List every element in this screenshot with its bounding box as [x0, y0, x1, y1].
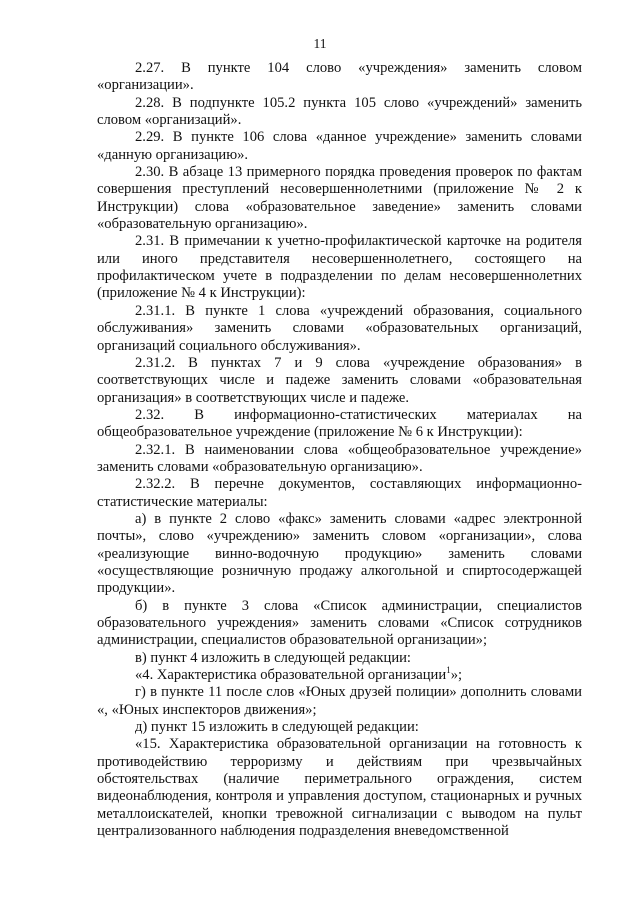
- item-4-closing: »;: [450, 667, 463, 684]
- document-body: [97, 60, 582, 840]
- paragraph-2-31: 2.31. В примечании к учетно-профилактической карточке на родителя или иного представителя несовершеннолетнего, состоящего на профилактическом учете в подразделении по делам несовершеннолетних (приложение № 4 к Инструкции):: [97, 233, 582, 302]
- footnote-marker: 1: [446, 665, 451, 676]
- paragraph-2-28: 2.28. В подпункте 105.2 пункта 105 слово «учреждений» заменить словом «организаций».: [97, 94, 582, 129]
- page-number: 11: [313, 36, 327, 51]
- paragraph-2-27: 2.27. В пункте 104 слово «учреждения» заменить словом «организации».: [97, 60, 582, 94]
- paragraph-2-30: 2.30. В абзаце 13 примерного порядка проведения проверок по фактам совершения преступлений несовершеннолетними (приложение № 2 к Инструкции) слова «образовательное заведение» заменить словами «образовательную организацию».: [97, 164, 582, 233]
- paragraph-2-31-1: 2.31.1. В пункте 1 слова «учреждений образования, социального обслуживания» заменить словами «образовательных организаций, организаций социального обслуживания».: [97, 302, 582, 354]
- item-b: б) в пункте 3 слова «Список администрации, специалистов образовательного учреждения» заменить словами «Список сотрудников администрации, специалистов образовательной организации»;: [97, 597, 582, 649]
- paragraph-2-32-1: 2.32.1. В наименовании слова «общеобразовательное учреждение» заменить словами «образовательную организацию».: [97, 441, 582, 475]
- item-v: в) пункт 4 изложить в следующей редакции:: [135, 649, 411, 666]
- item-d: д) пункт 15 изложить в следующей редакции:: [135, 719, 419, 736]
- paragraph-2-32-2: 2.32.2. В перечне документов, составляющих информационно-статистические материалы:: [97, 476, 582, 510]
- item-a: а) в пункте 2 слово «факс» заменить словами «адрес электронной почты», слово «учреждению» заменить словом «организации», слова «реализующие винно-водочную продукцию» заменить словами «осуществляющие розничную продажу алкогольной и спиртосодержащей продукции».: [97, 510, 582, 597]
- paragraph-2-31-2: 2.31.2. В пунктах 7 и 9 слова «учреждение образования» в соответствующих числе и падеже заменить словами «образовательная организация» в соответствующих числе и падеже.: [97, 354, 582, 406]
- paragraph-2-32: 2.32. В информационно-статистических материалах на общеобразовательное учреждение (приложение № 6 к Инструкции):: [97, 406, 582, 441]
- item-4-quote: [97, 667, 582, 684]
- item-15-quote: «15. Характеристика образовательной организации на готовность к противодействию терроризму и действиям при чрезвычайных обстоятельствах (наличие периметрального ограждения, систем видеонаблюдения, контроля и управления доступом, стационарных и ручных металлоискателей, кнопки тревожной сигнализации с выводом на пульт централизованного наблюдения подразделения вневедомственной: [97, 736, 582, 840]
- paragraph-2-29: 2.29. В пункте 106 слова «данное учреждение» заменить словами «данную организацию».: [97, 129, 582, 163]
- item-g: г) в пункте 11 после слов «Юных друзей полиции» дополнить словами «, «Юных инспекторов движения»;: [97, 684, 582, 718]
- item-4-text: «4. Характеристика образовательной организации: [135, 667, 447, 684]
